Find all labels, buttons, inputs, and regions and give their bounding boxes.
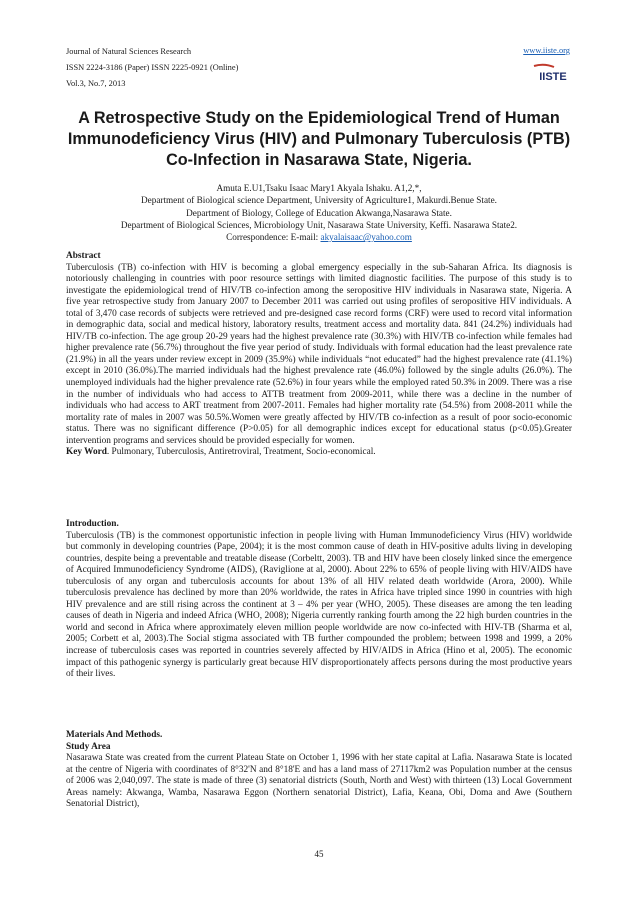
correspondence-label: Correspondence: E-mail: — [226, 232, 321, 243]
methods-text: Nasarawa State was created from the current Plateau State on October 1, 1996 with her state capital at Lafia. Nasarawa State is located at the centre of Nigeria with coordinates of 8°32'N and 8°18'E and has a land mass of 27117km2 was Population number at the census of 2006 was 2,040,097. The state is made of three (3) senatorial districts (South, North and West) with thirteen (13) Local Government Areas namely: Akwanga, Wamba, Nasarawa Eggon (Northern senatorial District), Lafia, Keana, Obi, Doma and Awe (Southern Senatorial District), — [66, 753, 572, 810]
author-names: Amuta E.U1,Tsaku Isaac Mary1 Akyala Ishaku. A1,2,*, — [216, 183, 422, 193]
affiliation-1: Department of Biological science Department, University of Agriculture1, Makurdi.Benue State. — [141, 195, 497, 206]
introduction-text: Tuberculosis (TB) is the commonest opportunistic infection in people living with Human Immunodeficiency Virus (HIV) worldwide but commonly in developing countries (Pape, 2004); it is the most common cause of death in HIV-positive adults living in developing countries, despite being a preventable and treatable disease (Corbeltt, 2003). TB and HIV have been closely linked since the emergence of Acquired Immunodeficiency Syndrome (AIDS), (Raviglione at al, 2000). About 22% to 65% of people living with HIV/AIDS have tuberculosis of any organ and tuberculosis accounts for about 13% of all HIV related death worldwide (Arora, 2000). While tuberculosis prevalence has declined by more than 20% worldwide, the rates in Africa have tripled since 1990 in countries with high HIV prevalence and are still rising across the continent at 3 – 4% per year (WHO, 2005). These diseases are among the ten leading causes of death in Nigeria and indeed Africa (WHO, 2008); Nigeria currently ranking fourth among the 22 high burden countries in the world and second in Africa where approximately eleven million people worldwide are now co-infected with HIV-TB (Sharma et al, 2005; Corbett et al, 2003).The Social stigma associated with TB further compounded the problem; between 1998 and 1999, a 20% increase of tuberculosis cases was reported in countries severely affected by HIV/AIDS in Africa (Hino et al, 2005). The economic impact of this pathogenic synergy is particularly great because HIV disproportionately affects persons during the most productive years of their lives. — [66, 530, 572, 680]
iiste-logo — [532, 63, 574, 83]
author-block — [66, 182, 572, 243]
affiliation-2: Department of Biology, College of Education Akwanga,Nasarawa State. — [186, 207, 452, 218]
volume-line: Vol.3, No.7, 2013 — [66, 79, 126, 88]
introduction-section — [66, 519, 572, 681]
methods-heading: Materials And Methods. — [66, 730, 163, 740]
introduction-heading: Introduction. — [66, 519, 119, 529]
study-area-heading: Study Area — [66, 741, 111, 752]
page-number: 45 — [314, 849, 324, 859]
journal-url-link[interactable]: www.iiste.org — [523, 46, 570, 55]
abstract-text: Tuberculosis (TB) co-infection with HIV is becoming a global emergency especially in the sub-Saharan Africa. Its diagnosis is notoriously challenging in countries with poor resource settings with limited diagnostic facilities. The purpose of this study is to investigate the epidemiological trend of HIV/TB co-infection among the seropositive HIV individuals in Nasarawa state, Nigeria. A five year retrospective study from January 2007 to December 2011 was carried out using profiles of seropositive HIV individuals. A total of 3,470 case records of subjects were retrieved and pre-designed case record forms (CRF) were used to record vital information in demographic data, social and medical history, laboratory results, treatment access and mortality data. 841 (24.2%) individuals had HIV/TB co-infection. The age group 20-29 years had the highest prevalence rate (30.3%) with HIV/TB co-infection while females had higher prevalence rate (56.7%) throughout the five year period of study. Individuals with formal education had the least prevalence rate (21.9%) in all the years under review except in 2009 (35.9%) while individuals “not educated” had the highest prevalence rate (41.1%) except in 2010 (36.0%).The married individuals had the highest prevalence rate (46.0%) followed by the single adults (26.0%). The unemployed individuals had the higher prevalence rate (52.6%) in four years while the employed rated 50.3% in 2009. There was a rise in the number of individuals who had access to ATTB treatment from 2009-2011, while there was a decline in the number of individuals who had access to ART treatment from 2007-2011. Females had higher mortality rate (54.5%) from 2008-2011 while the mortality rate of males in 2007 was 50.5%.Women were greatly affected by HIV/TB co-infection as a result of poor socio-economic status. There was no significant difference (P>0.05) for all demographic indices except for educational status (p<0.05).Greater intervention programs and services should be provided especially for women. — [66, 262, 572, 446]
issn-line: ISSN 2224-3186 (Paper) ISSN 2225-0921 (Online) — [66, 63, 239, 72]
paper-title: A Retrospective Study on the Epidemiological Trend of Human Immunodeficiency Virus (HIV) and Pulmonary Tuberculosis (PTB) Co-Infection in Nasarawa State, Nigeria. — [67, 109, 571, 169]
keywords-text: . Pulmonary, Tuberculosis, Antiretroviral, Treatment, Socio-economical. — [106, 447, 376, 458]
keywords-line — [66, 447, 572, 459]
affiliation-3: Department of Biological Sciences, Microbiology Unit, Nasarawa State University, Keffi. Nasarawa State2. — [120, 219, 518, 230]
methods-section — [66, 730, 572, 811]
correspondence — [66, 231, 572, 243]
abstract-section — [66, 251, 572, 459]
abstract-heading: Abstract — [66, 251, 101, 261]
logo-text: IISTE — [539, 71, 567, 83]
email-link[interactable]: akyalaisaac@yahoo.com — [320, 232, 412, 243]
journal-name: Journal of Natural Sciences Research — [66, 47, 192, 56]
keyword-label: Key Word — [66, 447, 107, 458]
